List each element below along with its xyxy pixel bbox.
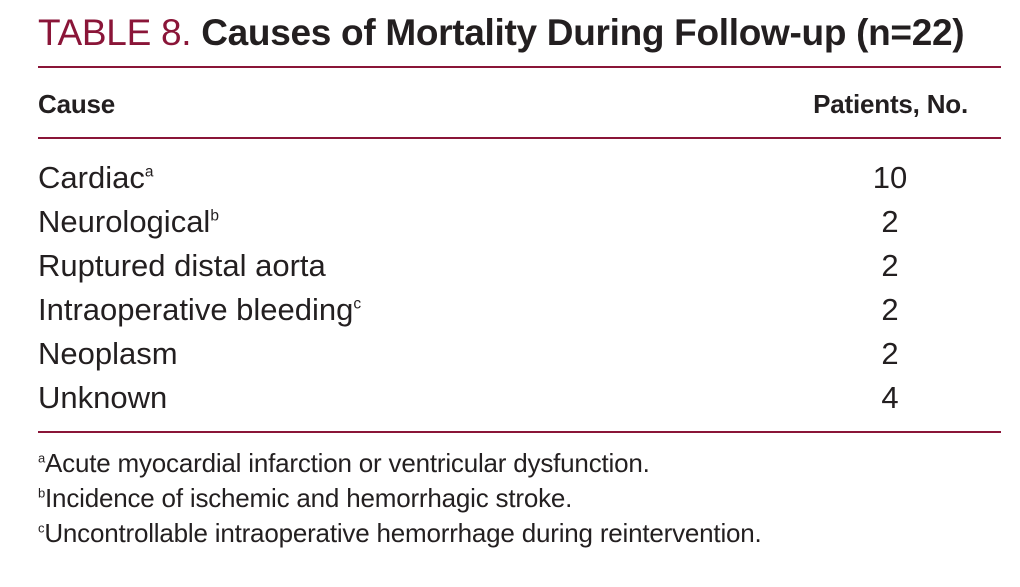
table-label: TABLE 8.: [38, 12, 192, 53]
footnote-mark: c: [353, 295, 362, 313]
patients-cell: 4: [881, 380, 899, 415]
footnote-mark: a: [38, 450, 46, 466]
cause-cell: Neoplasm: [38, 336, 178, 371]
column-header-patients: Patients, No.: [813, 89, 968, 119]
table-row: [38, 244, 1001, 288]
footnote: $^a$Acute myocardial infarction or ventricular dysfunction.: [38, 448, 650, 478]
bottom-rule: [38, 431, 1001, 433]
table-body: [38, 156, 1001, 420]
patients-cell: 10: [872, 160, 908, 195]
top-rule: [38, 66, 1001, 68]
patients-cell: 2: [881, 204, 899, 239]
footnote-mark: a: [144, 163, 154, 181]
footnote: $^b$Incidence of ischemic and hemorrhagic stroke.: [38, 483, 573, 513]
cause-cell: Cardiac$^a$: [38, 160, 154, 195]
footnote-mark: b: [210, 207, 219, 225]
patients-cell: 2: [881, 336, 899, 371]
footnotes: [38, 446, 1001, 551]
cause-cell: Intraoperative bleeding$^c$: [38, 292, 362, 327]
table-row: [38, 288, 1001, 332]
column-header-cause: Cause: [38, 89, 116, 119]
patients-cell: 2: [881, 248, 899, 283]
footnote-mark: c: [38, 520, 45, 536]
cause-cell: Unknown: [38, 380, 168, 415]
table-title-text: Causes of Mortality During Follow-up (n=22): [201, 12, 965, 53]
table-row: [38, 332, 1001, 376]
patients-cell: 2: [881, 292, 899, 327]
footnote-mark: b: [38, 485, 46, 501]
table-row: [38, 376, 1001, 420]
cause-cell: Ruptured distal aorta: [38, 248, 326, 283]
table-row: [38, 200, 1001, 244]
header-rule: [38, 137, 1001, 139]
table-row: [38, 156, 1001, 200]
table-title: [38, 8, 964, 58]
footnote: $^c$Uncontrollable intraoperative hemorrhage during reintervention.: [38, 518, 762, 548]
cause-cell: Neurological$^b$: [38, 204, 219, 239]
